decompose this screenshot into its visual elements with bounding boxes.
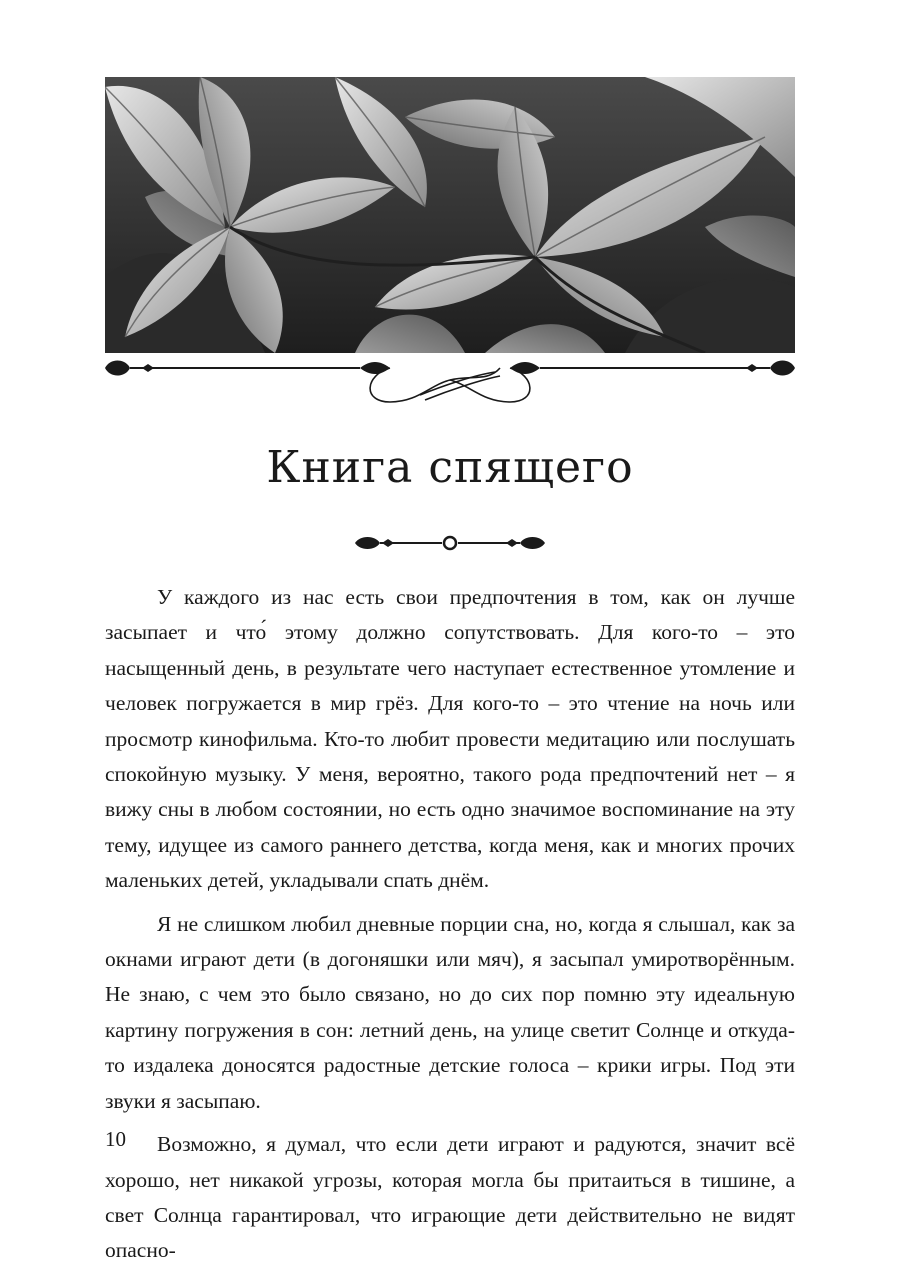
- leaves-illustration: [105, 77, 795, 353]
- chapter-title: Книга спящего: [266, 442, 634, 493]
- title-ornament: [350, 528, 550, 558]
- paragraph: Возможно, я думал, что если дети играют и радуются, значит всё хорошо, нет никакой угрозы, которая могла бы притаиться в тишине, а свет Солнца гарантировал, что играющие дети действительно не видят опасно-: [105, 1132, 795, 1263]
- paragraph: Я не слишком любил дневные порции сна, но, когда я слышал, как за окнами играют дети (в догоняшки или мяч), я засыпал умиротворённым. Не знаю, с чем это было связано, но до сих пор помню эту идеальную картину погружения в сон: летний день, на улице светит Солнце и откуда-то издалека доносятся радостные детские голоса – крики игры. Под эти звуки я засыпаю.: [105, 911, 795, 1113]
- body-text: [105, 580, 795, 1277]
- page-number: 10: [105, 1127, 126, 1151]
- paragraph: У каждого из нас есть свои предпочтения в том, как он лучше засыпает и что́ этому должно сопутствовать. Для кого-то – это насыщенный день, в результате чего наступает естественное утомление и человек погружается в мир грёз. Для кого-то – это чтение на ночь или просмотр кинофильма. Кто-то любит провести медитацию или послушать спокойную музыку. У меня, вероятно, такого рода предпочтений нет – я вижу сны в любом состоянии, но есть одно значимое воспоминание на эту тему, идущее из самого раннего детства, когда меня, как и многих прочих маленьких детей, укладывали спать днём.: [105, 585, 795, 893]
- top-ornamental-divider: [100, 340, 800, 420]
